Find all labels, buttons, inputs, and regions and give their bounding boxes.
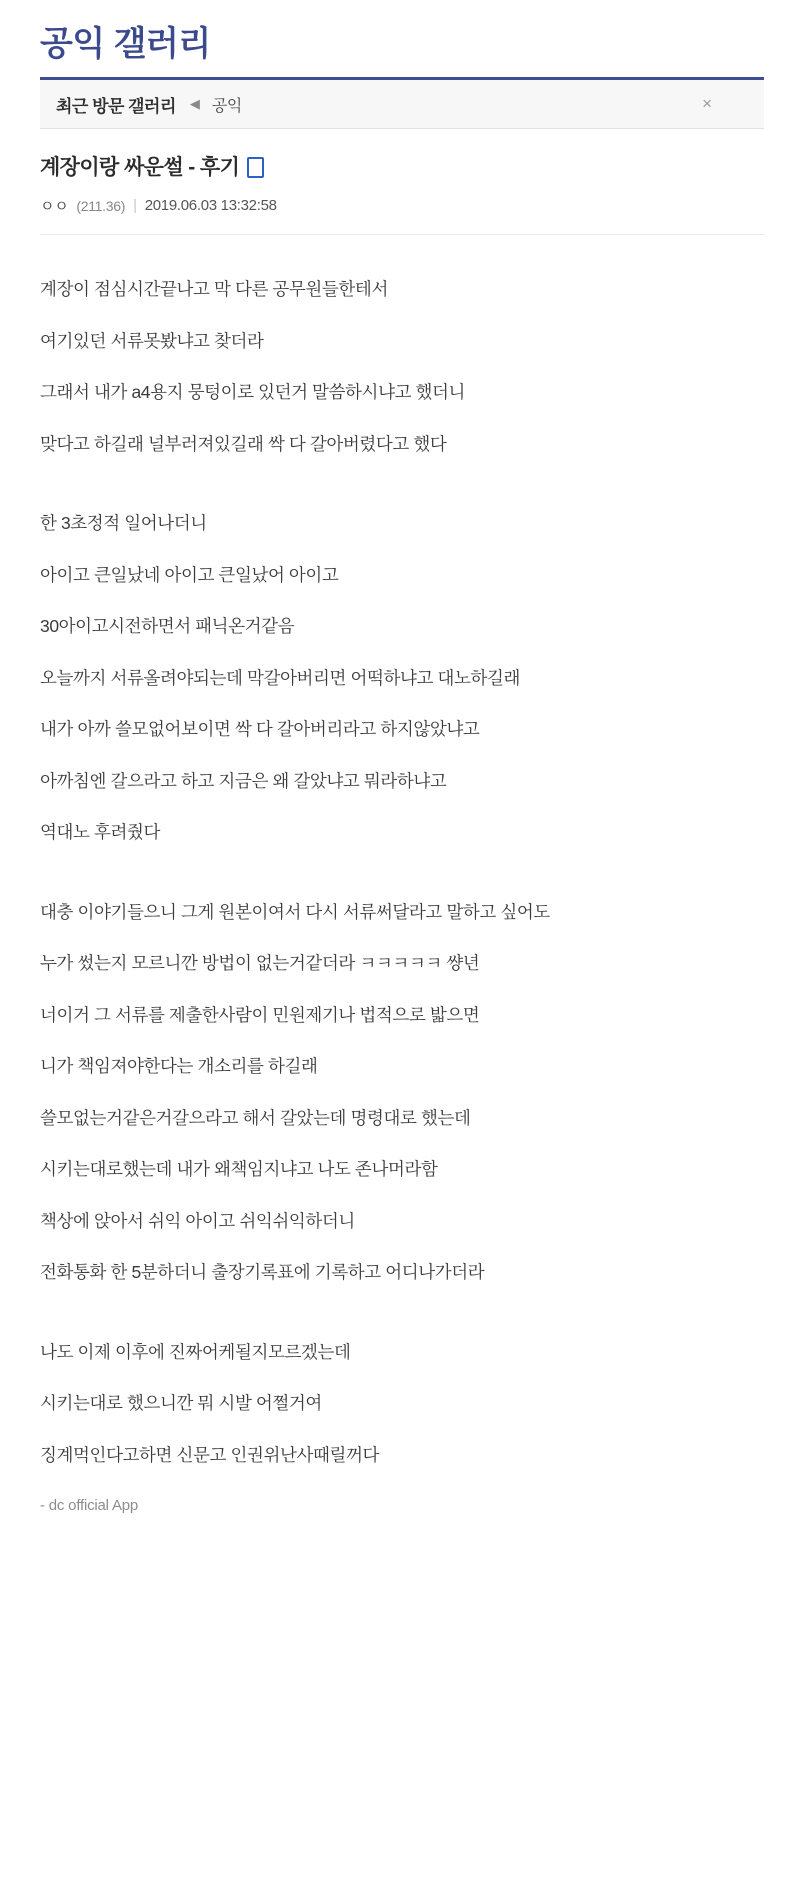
post-date: 2019.06.03 13:32:58 [144, 197, 277, 214]
post-paragraph: 맞다고 하길래 널부러져있길래 싹 다 갈아버렸다고 했다 [40, 433, 447, 454]
post-paragraph: 역대노 후려줬다 [40, 822, 160, 842]
post-paragraph: 누가 썼는지 모르니깐 방법이 없는거같더라 ㅋㅋㅋㅋㅋ 썅년 [40, 953, 480, 973]
author-nickname: ㅇㅇ [40, 198, 69, 215]
post-paragraph: 전화통화 한 5분하더니 출장기록표에 기록하고 어디나가더라 [40, 1262, 485, 1282]
post-paragraph: 아까침엔 갈으라고 하고 지금은 왜 갈았냐고 뭐라하냐고 [40, 770, 447, 791]
post-paragraph: 아이고 큰일났네 아이고 큰일났어 아이고 [40, 564, 339, 585]
post-paragraph-blank [40, 876, 764, 886]
post-meta [40, 195, 764, 235]
post-paragraph: 시키는대로했는데 내가 왜책임지냐고 나도 존나머라함 [40, 1159, 438, 1179]
page-title: 공익 갤러리 [40, 25, 211, 63]
gallery-nav-bar [40, 77, 764, 129]
post-paragraph: 오늘까지 서류올려야되는데 막갈아버리면 어떡하냐고 대노하길래 [40, 667, 520, 688]
post-paragraph: 30아이고시전하면서 패닉온거같음 [40, 616, 295, 636]
author-ip: (211.36) [76, 197, 126, 214]
post-body [40, 235, 764, 1543]
meta-separator: | [133, 197, 137, 214]
post-paragraph: 나도 이제 이후에 진짜어케될지모르겠는데 [40, 1341, 351, 1362]
post-paragraph-blank [40, 1316, 764, 1326]
post-paragraph: 징계먹인다고하면 신문고 인권위난사때릴꺼다 [40, 1444, 380, 1465]
post-paragraph: 니가 책임져야한다는 개소리를 하길래 [40, 1056, 318, 1076]
post-paragraph: 대충 이야기들으니 그게 원본이여서 다시 서류써달라고 말하고 싶어도 [40, 901, 550, 922]
post-title [40, 151, 764, 181]
post-paragraph: 쓸모없는거같은거갈으라고 해서 갈았는데 명령대로 했는데 [40, 1107, 471, 1128]
image-badge-icon [247, 157, 264, 178]
post-paragraph-blank [40, 487, 764, 497]
post-paragraph: 시키는대로 했으니깐 뭐 시발 어쩔거여 [40, 1393, 322, 1413]
post-paragraph: 너이거 그 서류를 제출한사람이 민원제기나 법적으로 밟으면 [40, 1004, 480, 1025]
post-header [40, 129, 764, 235]
post-paragraph: 책상에 앉아서 쉬익 아이고 쉬익쉬익하더니 [40, 1210, 355, 1231]
current-gallery-label[interactable]: 공익 [211, 97, 242, 115]
post-signature: - dc official App [40, 1497, 139, 1514]
recent-gallery-label[interactable]: 최근 방문 갤러리 [56, 96, 176, 116]
post-paragraph: 한 3초정적 일어나더니 [40, 513, 207, 533]
post-title-text: 계장이랑 싸운썰 - 후기 [40, 156, 240, 179]
post-paragraph: 계장이 점심시간끝나고 막 다른 공무원들한테서 [40, 279, 388, 299]
post-paragraph: 여기있던 서류못봤냐고 찾더라 [40, 330, 264, 351]
chevron-left-icon[interactable]: ◀ [189, 96, 200, 111]
post-paragraph: 내가 아까 쓸모없어보이면 싹 다 갈아버리라고 하지않았냐고 [40, 719, 480, 739]
close-icon[interactable]: × [702, 94, 712, 113]
post-paragraph: 그래서 내가 a4용지 뭉텅이로 있던거 말씀하시냐고 했더니 [40, 382, 466, 402]
